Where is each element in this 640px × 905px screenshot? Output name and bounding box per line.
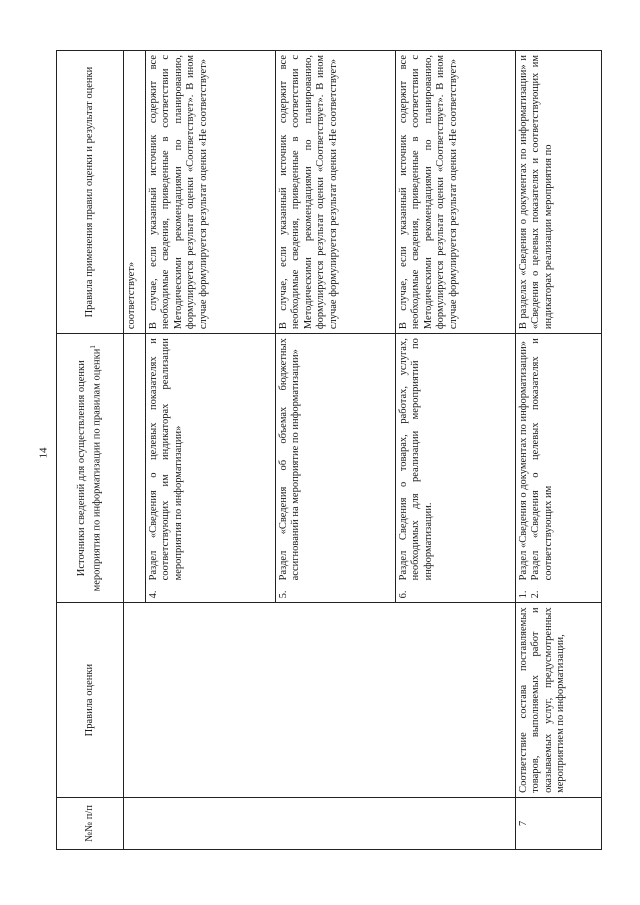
rotated-page: [56, 50, 602, 850]
source-item-text: Раздел «Сведения о целевых показателях и соответствующих им: [530, 338, 554, 581]
cell-sources: [516, 334, 602, 603]
cell-rule: Соответствие состава поставляемых товаров, выполняемых работ и оказываемых услуг, предусмотренных мероприятием по информатизации,: [516, 603, 602, 798]
source-item-number: 5.: [278, 590, 289, 599]
source-item: [398, 338, 435, 598]
source-item-number: 4.: [148, 590, 159, 599]
source-item-text: Раздел «Сведения о целевых показателях и соответствующих им индикаторах реализации мероприятия по информатизации»: [148, 338, 184, 581]
cell-application: В случае, если указанный источник содержит все необходимые сведения, приведенные в соответствии с Методическими рекомендациями по планированию, формулируется результат оценки «Соответствует». В ином случае формулируется результат оценки «Не соответствует»: [146, 51, 276, 334]
cell-sources: [396, 334, 516, 603]
evaluation-rules-table: [56, 50, 602, 850]
source-item-text: Раздел «Сведения об объемах бюджетных ассигнований на мероприятие по информатизации»: [278, 338, 302, 581]
source-item-number: 6.: [398, 590, 409, 599]
cell-sources: [124, 334, 146, 603]
table-header-row: [57, 51, 124, 850]
header-sources: [57, 334, 124, 603]
header-sources-text: Источники сведений для осуществления оценки мероприятия по информатизации по правилам оценки: [76, 348, 103, 592]
cell-sources: [146, 334, 276, 603]
cell-rule: [124, 603, 516, 798]
source-item: [530, 338, 555, 598]
source-item-text: Раздел Сведения о товарах, работах, услугах, необходимых для реализации мероприятий по информатизации.: [398, 338, 434, 581]
cell-application: В случае, если указанный источник содержит все необходимые сведения, приведенные в соответствии с Методическими рекомендациями по планированию, формулируется результат оценки «Соответствует». В ином случае формулируется результат оценки «Не соответствует»: [396, 51, 516, 334]
table-wrapper: [56, 50, 602, 850]
header-sources-footnote: 1: [88, 345, 97, 349]
source-item-number: 1.: [518, 590, 529, 599]
cell-num: [124, 797, 516, 849]
source-item: [278, 338, 303, 598]
table-row: [516, 51, 602, 850]
cell-application: В случае, если указанный источник содержит все необходимые сведения, приведенные в соответствии с Методическими рекомендациями по планированию, формулируется результат оценки «Соответствует». В ином случае формулируется результат оценки «Не соответствует»: [276, 51, 396, 334]
cell-sources: [276, 334, 396, 603]
source-item-number: 2.: [530, 590, 542, 599]
table-row: [124, 51, 146, 850]
header-application: Правила применения правил оценки и результат оценки: [57, 51, 124, 334]
header-rule: Правила оценки: [57, 603, 124, 798]
source-item: [518, 338, 530, 598]
header-num: №№ п/п: [57, 797, 124, 849]
cell-application: соответствует»: [124, 51, 146, 334]
cell-application: В разделах «Сведения о документах по информатизации» и «Сведения о целевых показателях и соответствующих им индикаторах реализации мероприятия по: [516, 51, 602, 334]
source-item: [148, 338, 185, 598]
page-number: 14: [37, 447, 50, 459]
cell-num: 7: [516, 797, 602, 849]
source-item-text: Раздел «Сведения о документах по информатизации»: [518, 341, 529, 581]
